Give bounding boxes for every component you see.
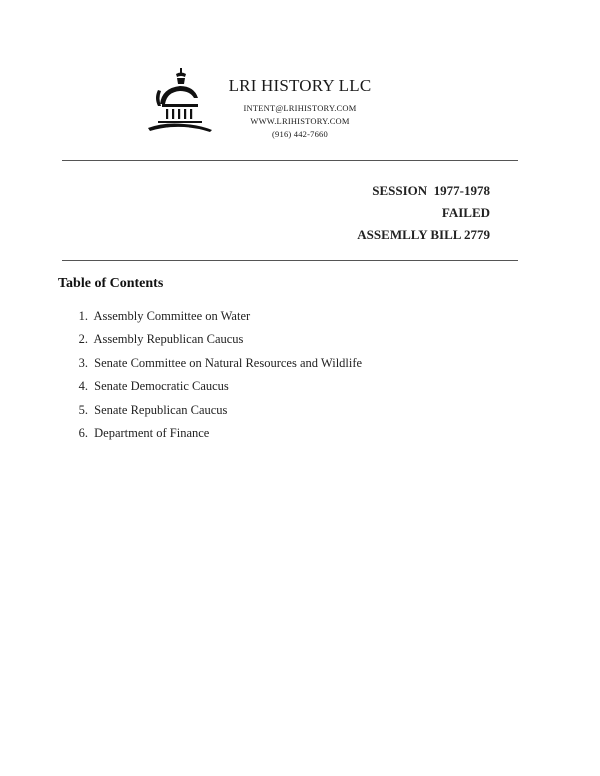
company-phone: (916) 442-7660 xyxy=(272,129,328,139)
toc-item xyxy=(66,306,362,329)
company-email: INTENT@LRIHISTORY.COM xyxy=(243,103,357,113)
company-website: WWW.LRIHISTORY.COM xyxy=(250,116,350,126)
divider-middle xyxy=(62,260,518,261)
toc-item xyxy=(66,353,362,376)
company-name: LRI HISTORY LLC xyxy=(228,76,372,95)
toc-title: Table of Contents xyxy=(58,276,164,291)
toc-item-number: 1. xyxy=(78,309,88,323)
toc-item-number: 2. xyxy=(78,332,88,347)
toc-item-number: 4. xyxy=(78,379,88,394)
bill-name: ASSEMLLY BILL 2779 xyxy=(357,227,490,242)
toc-item-number: 3. xyxy=(78,355,88,370)
toc-item-label: Senate Democratic Caucus xyxy=(94,379,229,394)
company-block xyxy=(220,76,380,141)
toc-item xyxy=(66,400,362,423)
capitol-dome-icon xyxy=(144,64,214,140)
toc-item-number: 5. xyxy=(78,402,88,417)
toc-item-label: Senate Republican Caucus xyxy=(94,402,228,417)
toc-item-label: Senate Committee on Natural Resources and Wildlife xyxy=(94,355,363,370)
toc-item xyxy=(66,423,362,446)
toc-item-label: Department of Finance xyxy=(94,425,210,440)
bill-info xyxy=(357,180,490,246)
session-label: SESSION 1977-1978 xyxy=(372,183,490,198)
bill-status: FAILED xyxy=(441,205,490,220)
toc-item xyxy=(66,376,362,399)
toc-item xyxy=(66,329,362,352)
toc-item-number: 6. xyxy=(78,425,88,440)
toc-list xyxy=(66,306,362,446)
toc-item-label: Assembly Republican Caucus xyxy=(93,332,244,347)
divider-top xyxy=(62,160,518,161)
toc-item-label: Assembly Committee on Water xyxy=(93,309,251,323)
